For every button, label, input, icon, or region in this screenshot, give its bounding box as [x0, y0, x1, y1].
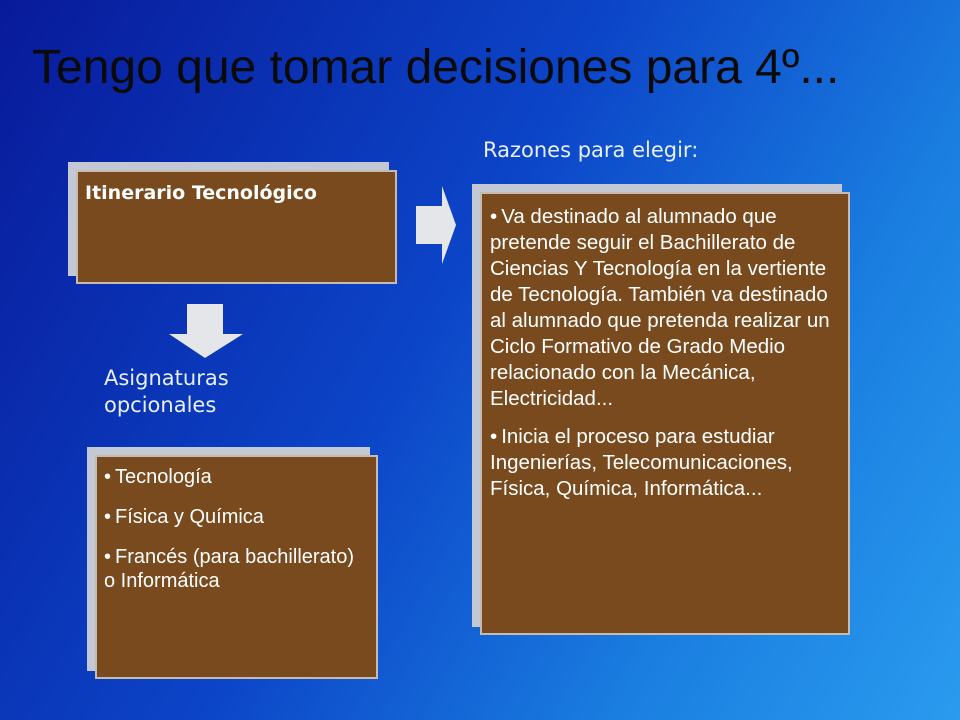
subject-text: Francés (para bachillerato) o Informática	[104, 546, 355, 592]
list-item	[490, 204, 842, 412]
list-item	[104, 505, 369, 529]
list-item	[104, 465, 369, 489]
optional-list	[104, 465, 369, 609]
subject-text: Tecnología	[115, 466, 212, 488]
list-item	[490, 424, 842, 502]
subject-text: Física y Química	[115, 506, 264, 528]
bullet: •	[104, 466, 112, 488]
optional-heading: Asignaturas opcionales	[104, 366, 229, 417]
list-item	[104, 545, 369, 593]
reasons-list	[490, 204, 842, 514]
bullet: •	[490, 425, 498, 448]
bullet: •	[104, 506, 112, 528]
reasons-box	[480, 192, 850, 635]
itinerary-box	[76, 170, 397, 284]
reason-text: Va destinado al alumnado que pretende seguir el Bachillerato de Ciencias Y Tecnología en la vertiente de Tecnología. También va destinado al alumnado que pretenda realizar un Ciclo Formativo de Grado Medio relacionado con la Mecánica, Electricidad...	[490, 205, 830, 410]
optional-box	[95, 455, 378, 679]
arrow-right-icon	[414, 184, 458, 266]
arrow-down-icon	[167, 302, 245, 360]
optional-box-face	[95, 455, 378, 679]
itinerary-label: Itinerario Tecnológico	[85, 182, 317, 204]
reason-text: Inicia el proceso para estudiar Ingenierías, Telecomunicaciones, Física, Química, Informática...	[490, 425, 793, 500]
reasons-heading: Razones para elegir:	[483, 138, 699, 162]
bullet: •	[104, 546, 112, 568]
slide-title: Tengo que tomar decisiones para 4º...	[32, 41, 840, 94]
reasons-box-face	[480, 192, 850, 635]
bullet: •	[490, 205, 498, 228]
itinerary-box-face	[76, 170, 397, 284]
